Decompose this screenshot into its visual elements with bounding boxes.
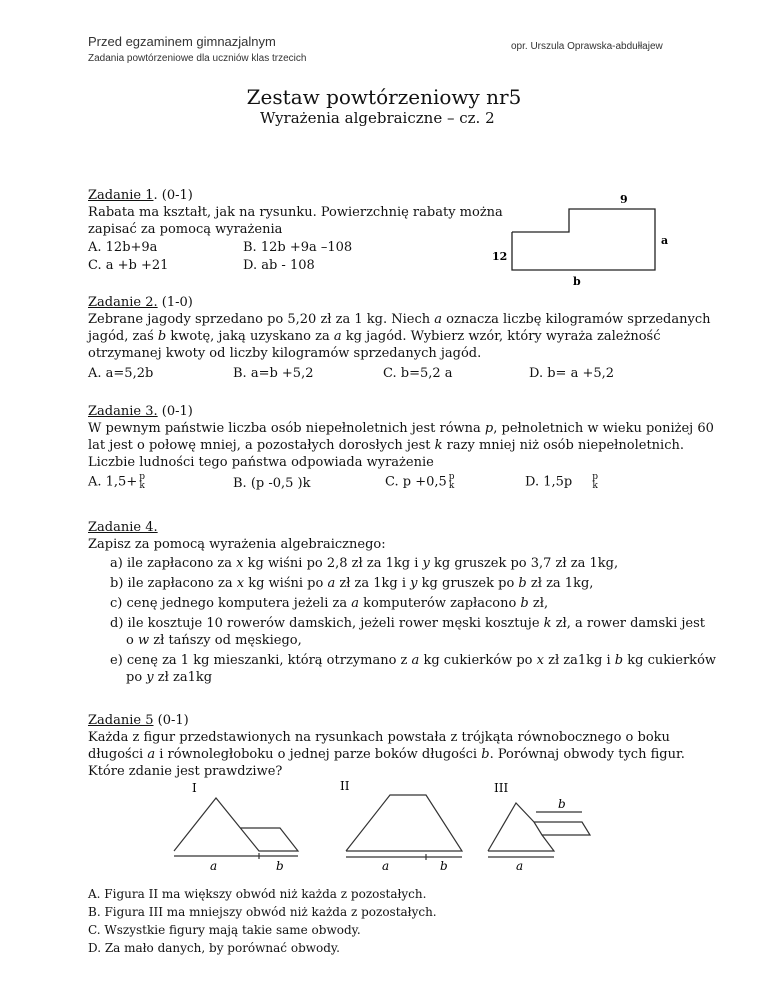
header-left-line1: Przed egzaminem gimnazjalnym — [88, 34, 276, 49]
fig1-label-12: 12 — [492, 250, 508, 263]
task1-option-d: D. ab - 108 — [243, 258, 315, 273]
fig1-label-9: 9 — [620, 193, 628, 206]
task4-item-e: e) cenę za 1 kg mieszanki, którą otrzymano z a kg cukierków po x zł za1kg i b kg cukierków — [110, 653, 717, 668]
figure-2-label: II — [340, 779, 350, 793]
task5-option-d: D. Za mało danych, by porównać obwody. — [88, 941, 340, 955]
task5-line1: Każda z figur przedstawionych na rysunkach powstała z trójkąta równobocznego o boku — [88, 730, 670, 745]
figure-1-label-a: a — [210, 859, 218, 873]
task4-item-e-cont: po y zł za1kg — [126, 670, 213, 685]
task2-option-b: B. a=b +5,2 — [233, 366, 314, 381]
figure-1-outline — [174, 798, 298, 851]
figure-1-label: I — [192, 781, 197, 795]
task2-option-c: C. b=5,2 a — [383, 366, 453, 381]
task3-option-a: A. 1,5+ p k — [88, 472, 145, 491]
task1-option-b: B. 12b +9a –108 — [243, 240, 353, 255]
fig1-label-a: a — [661, 234, 669, 247]
task1-option-c: C. a +b +21 — [88, 258, 169, 273]
task4-item-c: c) cenę jednego komputera jeżeli za a komputerów zapłacono b zł, — [110, 596, 549, 611]
figure-3-label-b: b — [558, 797, 566, 811]
flowerbed-shape — [512, 209, 655, 270]
figure-2-label-b: b — [440, 859, 448, 873]
task2-line2: jagód, zaś b kwotę, jaką uzyskano za a kg jagód. Wybierz wzór, który wyraża zależność — [88, 329, 661, 344]
task3-option-d: D. 1,5p p k — [525, 472, 598, 491]
task4-item-d: d) ile kosztuje 10 rowerów damskich, jeżeli rower męski kosztuje k zł, a rower damski jest — [110, 616, 705, 631]
task3-line2: lat jest o połowę mniej, a pozostałych dorosłych jest k razy mniej niż osób niepełnoletnich. — [88, 438, 684, 453]
task5-option-c: C. Wszystkie figury mają takie same obwody. — [88, 923, 361, 937]
task5-figures — [170, 778, 600, 878]
task4-item-a: a) ile zapłacono za x kg wiśni po 2,8 zł za 1kg i y kg gruszek po 3,7 zł za 1kg, — [110, 556, 619, 571]
page-title: Zestaw powtórzeniowy nr5 — [246, 85, 522, 109]
task4-item-b: b) ile zapłacono za x kg wiśni po a zł za 1kg i y kg gruszek po b zł za 1kg, — [110, 576, 594, 591]
task3-option-c: C. p +0,5 p k — [385, 472, 455, 491]
task2-line3: otrzymanej kwoty od liczby kilogramów sprzedanych jagód. — [88, 346, 482, 361]
figure-3-triangle — [488, 803, 554, 851]
header-left-line2: Zadania powtórzeniowe dla uczniów klas trzecich — [88, 53, 307, 64]
task3-line1: W pewnym państwie liczba osób niepełnoletnich jest równa p, pełnoletnich w wieku poniżej 60 — [88, 421, 714, 436]
figure-2-outline — [346, 795, 462, 851]
task5-line3: Które zdanie jest prawdziwe? — [88, 764, 283, 779]
task2-heading: Zadanie 2. (1-0) — [88, 295, 193, 310]
figure-2-label-a: a — [382, 859, 390, 873]
fraction-p-over-k: p k — [448, 472, 455, 491]
task1-option-a: A. 12b+9a — [88, 240, 158, 255]
task5-option-a: A. Figura II ma większy obwód niż każda z pozostałych. — [88, 887, 427, 901]
task4-intro: Zapisz za pomocą wyrażenia algebraicznego: — [88, 537, 386, 552]
figure-3-parallelogram — [534, 822, 590, 835]
task4-item-d-cont: o w zł tańszy od męskiego, — [126, 633, 302, 648]
page-subtitle: Wyrażenia algebraiczne – cz. 2 — [260, 109, 495, 127]
task2-option-a: A. a=5,2b — [88, 366, 154, 381]
task3-option-b: B. (p -0,5 )k — [233, 476, 311, 491]
task2-line1: Zebrane jagody sprzedano po 5,20 zł za 1 kg. Niech a oznacza liczbę kilogramów sprzedanych — [88, 312, 711, 327]
task2-option-d: D. b= a +5,2 — [529, 366, 615, 381]
figure-3-label-a: a — [516, 859, 524, 873]
task3-line3: Liczbie ludności tego państwa odpowiada wyrażenie — [88, 455, 434, 470]
figure-3-label: III — [494, 781, 509, 795]
task3-heading: Zadanie 3. (0-1) — [88, 404, 193, 419]
header-right: opr. Urszula Oprawska-abdułłajew — [511, 41, 663, 52]
fraction-p-over-k: p k — [592, 472, 598, 491]
task5-option-b: B. Figura III ma mniejszy obwód niż każda z pozostałych. — [88, 905, 437, 919]
task5-line2: długości a i równoległoboku o jednej parze boków długości b. Porównaj obwody tych figur. — [88, 747, 685, 762]
task1-line1: Rabata ma kształt, jak na rysunku. Powierzchnię rabaty można — [88, 205, 503, 220]
task1-figure — [485, 192, 685, 292]
task5-heading: Zadanie 5 (0-1) — [88, 713, 189, 728]
task1-line2: zapisać za pomocą wyrażenia — [88, 222, 283, 237]
task4-heading: Zadanie 4. — [88, 520, 158, 535]
task1-heading: Zadanie 1. (0-1) — [88, 188, 193, 203]
fig1-label-b: b — [573, 275, 581, 288]
fraction-p-over-k: p k — [139, 472, 145, 491]
figure-1-label-b: b — [276, 859, 284, 873]
